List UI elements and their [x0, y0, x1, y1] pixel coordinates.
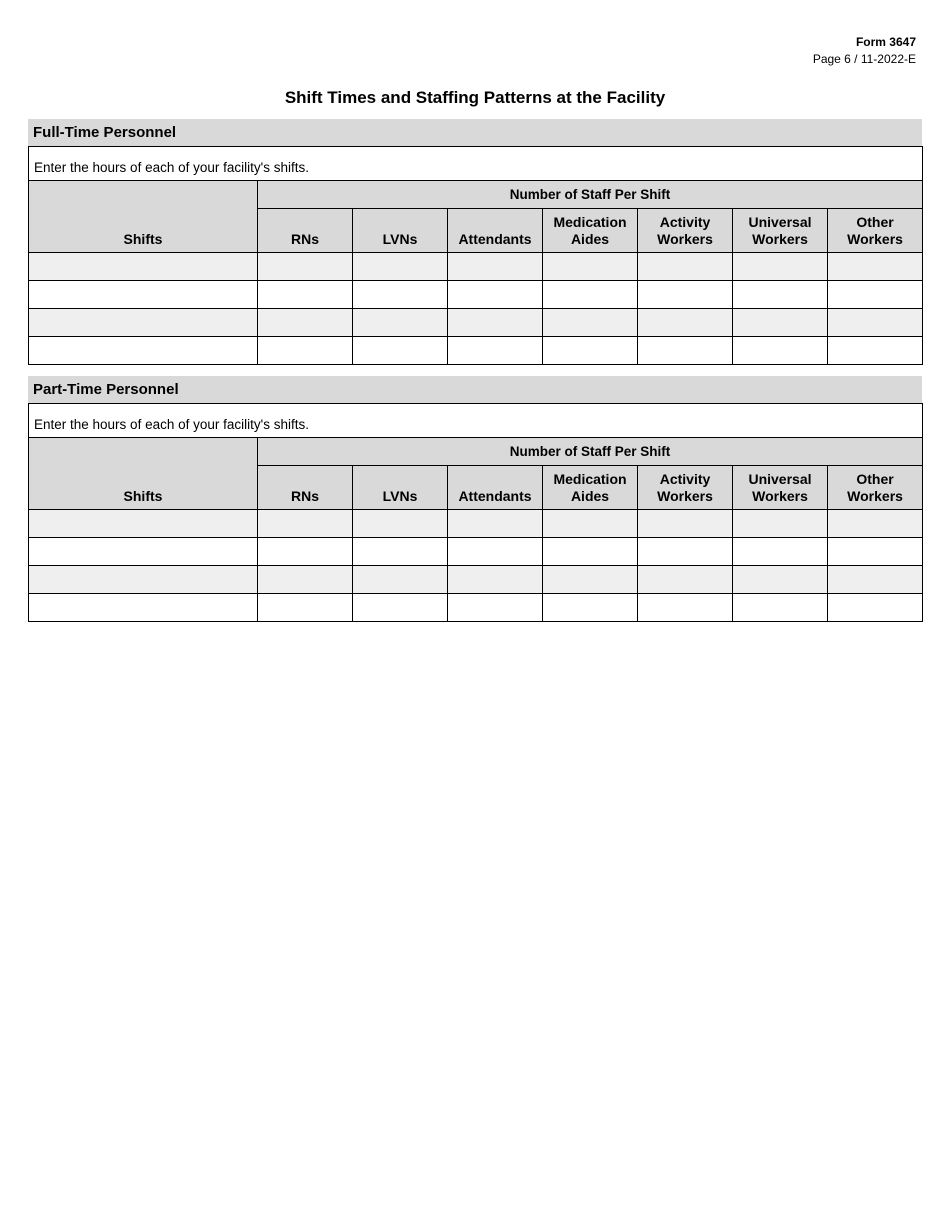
- activity-workers-input[interactable]: [638, 337, 732, 364]
- cell-activity-workers: [638, 253, 733, 281]
- col-header-rns: RNs: [258, 466, 353, 510]
- cell-universal-workers: [733, 309, 828, 337]
- cell-attendants: [448, 253, 543, 281]
- cell-activity-workers: [638, 281, 733, 309]
- lvns-input[interactable]: [353, 594, 447, 621]
- lvns-input[interactable]: [353, 281, 447, 308]
- col-header-lvns: LVNs: [353, 466, 448, 510]
- col-header-activity-workers: Activity Workers: [638, 466, 733, 510]
- shift-input[interactable]: [29, 309, 257, 336]
- shifts-header: Shifts: [29, 438, 258, 510]
- universal-workers-input[interactable]: [733, 337, 827, 364]
- cell-medication-aides: [543, 337, 638, 365]
- col-header-universal-workers: Universal Workers: [733, 209, 828, 253]
- col-header-attendants: Attendants: [448, 209, 543, 253]
- cell-attendants: [448, 566, 543, 594]
- page-title: Shift Times and Staffing Patterns at the Facility: [284, 88, 666, 107]
- cell-shift: [29, 566, 258, 594]
- medication-aides-input[interactable]: [543, 566, 637, 593]
- cell-other-workers: [828, 253, 923, 281]
- table-row: [29, 309, 923, 337]
- cell-attendants: [448, 594, 543, 622]
- instruction-text: Enter the hours of each of your facility's shifts.: [29, 147, 923, 181]
- rns-input[interactable]: [258, 309, 352, 336]
- rns-input[interactable]: [258, 253, 352, 280]
- medication-aides-input[interactable]: [543, 594, 637, 621]
- attendants-input[interactable]: [448, 309, 542, 336]
- col-header-lvns: LVNs: [353, 209, 448, 253]
- part-time-section: [28, 376, 922, 622]
- shifts-header: Shifts: [29, 181, 258, 253]
- group-header: Number of Staff Per Shift: [258, 438, 923, 466]
- cell-activity-workers: [638, 594, 733, 622]
- other-workers-input[interactable]: [828, 538, 922, 565]
- attendants-input[interactable]: [448, 253, 542, 280]
- full-time-section: [28, 119, 922, 365]
- cell-rns: [258, 594, 353, 622]
- cell-medication-aides: [543, 281, 638, 309]
- shift-input[interactable]: [29, 253, 257, 280]
- shift-input[interactable]: [29, 281, 257, 308]
- universal-workers-input[interactable]: [733, 566, 827, 593]
- activity-workers-input[interactable]: [638, 594, 732, 621]
- rns-input[interactable]: [258, 538, 352, 565]
- cell-shift: [29, 510, 258, 538]
- activity-workers-input[interactable]: [638, 309, 732, 336]
- lvns-input[interactable]: [353, 253, 447, 280]
- col-header-rns: RNs: [258, 209, 353, 253]
- cell-activity-workers: [638, 566, 733, 594]
- universal-workers-input[interactable]: [733, 510, 827, 537]
- staffing-table: [28, 146, 923, 365]
- activity-workers-input[interactable]: [638, 253, 732, 280]
- shift-input[interactable]: [29, 510, 257, 537]
- cell-activity-workers: [638, 510, 733, 538]
- cell-shift: [29, 281, 258, 309]
- rns-input[interactable]: [258, 566, 352, 593]
- col-header-attendants: Attendants: [448, 466, 543, 510]
- lvns-input[interactable]: [353, 309, 447, 336]
- universal-workers-input[interactable]: [733, 281, 827, 308]
- table-row: [29, 594, 923, 622]
- medication-aides-input[interactable]: [543, 253, 637, 280]
- medication-aides-input[interactable]: [543, 538, 637, 565]
- attendants-input[interactable]: [448, 510, 542, 537]
- cell-rns: [258, 337, 353, 365]
- other-workers-input[interactable]: [828, 337, 922, 364]
- rns-input[interactable]: [258, 510, 352, 537]
- col-header-medication-aides: Medication Aides: [543, 466, 638, 510]
- cell-lvns: [353, 337, 448, 365]
- table-row: [29, 253, 923, 281]
- activity-workers-input[interactable]: [638, 538, 732, 565]
- cell-attendants: [448, 510, 543, 538]
- other-workers-input[interactable]: [828, 253, 922, 280]
- universal-workers-input[interactable]: [733, 309, 827, 336]
- other-workers-input[interactable]: [828, 594, 922, 621]
- cell-lvns: [353, 594, 448, 622]
- cell-rns: [258, 281, 353, 309]
- cell-universal-workers: [733, 594, 828, 622]
- shift-input[interactable]: [29, 594, 257, 621]
- group-header: Number of Staff Per Shift: [258, 181, 923, 209]
- col-header-other-workers: Other Workers: [828, 209, 923, 253]
- instruction-text: Enter the hours of each of your facility's shifts.: [29, 404, 923, 438]
- activity-workers-input[interactable]: [638, 281, 732, 308]
- col-header-activity-workers: Activity Workers: [638, 209, 733, 253]
- rns-input[interactable]: [258, 337, 352, 364]
- cell-medication-aides: [543, 538, 638, 566]
- attendants-input[interactable]: [448, 566, 542, 593]
- page-info: Page 6 / 11-2022-E: [812, 52, 916, 66]
- cell-rns: [258, 566, 353, 594]
- table-row: [29, 538, 923, 566]
- shift-input[interactable]: [29, 538, 257, 565]
- cell-activity-workers: [638, 538, 733, 566]
- form-header: [813, 34, 916, 68]
- cell-attendants: [448, 337, 543, 365]
- medication-aides-input[interactable]: [543, 510, 637, 537]
- medication-aides-input[interactable]: [543, 337, 637, 364]
- lvns-input[interactable]: [353, 538, 447, 565]
- medication-aides-input[interactable]: [543, 281, 637, 308]
- cell-activity-workers: [638, 337, 733, 365]
- universal-workers-input[interactable]: [733, 538, 827, 565]
- lvns-input[interactable]: [353, 510, 447, 537]
- col-header-other-workers: Other Workers: [828, 466, 923, 510]
- staffing-table: [28, 403, 923, 622]
- rns-input[interactable]: [258, 281, 352, 308]
- table-row: [29, 337, 923, 365]
- cell-medication-aides: [543, 566, 638, 594]
- cell-shift: [29, 538, 258, 566]
- other-workers-input[interactable]: [828, 566, 922, 593]
- cell-activity-workers: [638, 309, 733, 337]
- attendants-input[interactable]: [448, 281, 542, 308]
- cell-other-workers: [828, 309, 923, 337]
- cell-medication-aides: [543, 594, 638, 622]
- attendants-input[interactable]: [448, 594, 542, 621]
- cell-lvns: [353, 510, 448, 538]
- cell-other-workers: [828, 281, 923, 309]
- table-body: [29, 253, 923, 365]
- universal-workers-input[interactable]: [733, 253, 827, 280]
- medication-aides-input[interactable]: [543, 309, 637, 336]
- attendants-input[interactable]: [448, 337, 542, 364]
- cell-universal-workers: [733, 566, 828, 594]
- other-workers-input[interactable]: [828, 510, 922, 537]
- cell-shift: [29, 253, 258, 281]
- cell-rns: [258, 253, 353, 281]
- shift-input[interactable]: [29, 566, 257, 593]
- universal-workers-input[interactable]: [733, 594, 827, 621]
- lvns-input[interactable]: [353, 566, 447, 593]
- activity-workers-input[interactable]: [638, 566, 732, 593]
- section-title: Part-Time Personnel: [28, 376, 922, 403]
- cell-shift: [29, 309, 258, 337]
- cell-attendants: [448, 309, 543, 337]
- cell-universal-workers: [733, 281, 828, 309]
- shift-input[interactable]: [29, 337, 257, 364]
- cell-other-workers: [828, 337, 923, 365]
- attendants-input[interactable]: [448, 538, 542, 565]
- col-header-medication-aides: Medication Aides: [543, 209, 638, 253]
- cell-universal-workers: [733, 510, 828, 538]
- cell-lvns: [353, 538, 448, 566]
- other-workers-input[interactable]: [828, 309, 922, 336]
- other-workers-input[interactable]: [828, 281, 922, 308]
- table-body: [29, 510, 923, 622]
- cell-shift: [29, 337, 258, 365]
- cell-universal-workers: [733, 337, 828, 365]
- cell-lvns: [353, 281, 448, 309]
- cell-medication-aides: [543, 309, 638, 337]
- cell-attendants: [448, 281, 543, 309]
- cell-other-workers: [828, 594, 923, 622]
- rns-input[interactable]: [258, 594, 352, 621]
- table-row: [29, 566, 923, 594]
- table-row: [29, 281, 923, 309]
- cell-other-workers: [828, 510, 923, 538]
- activity-workers-input[interactable]: [638, 510, 732, 537]
- cell-lvns: [353, 566, 448, 594]
- cell-rns: [258, 538, 353, 566]
- col-header-universal-workers: Universal Workers: [733, 466, 828, 510]
- cell-universal-workers: [733, 253, 828, 281]
- cell-medication-aides: [543, 253, 638, 281]
- section-title: Full-Time Personnel: [28, 119, 922, 146]
- cell-lvns: [353, 253, 448, 281]
- cell-rns: [258, 510, 353, 538]
- cell-attendants: [448, 538, 543, 566]
- cell-rns: [258, 309, 353, 337]
- cell-lvns: [353, 309, 448, 337]
- cell-other-workers: [828, 538, 923, 566]
- form-number: Form 3647: [855, 35, 916, 49]
- cell-medication-aides: [543, 510, 638, 538]
- cell-universal-workers: [733, 538, 828, 566]
- cell-other-workers: [828, 566, 923, 594]
- cell-shift: [29, 594, 258, 622]
- lvns-input[interactable]: [353, 337, 447, 364]
- table-row: [29, 510, 923, 538]
